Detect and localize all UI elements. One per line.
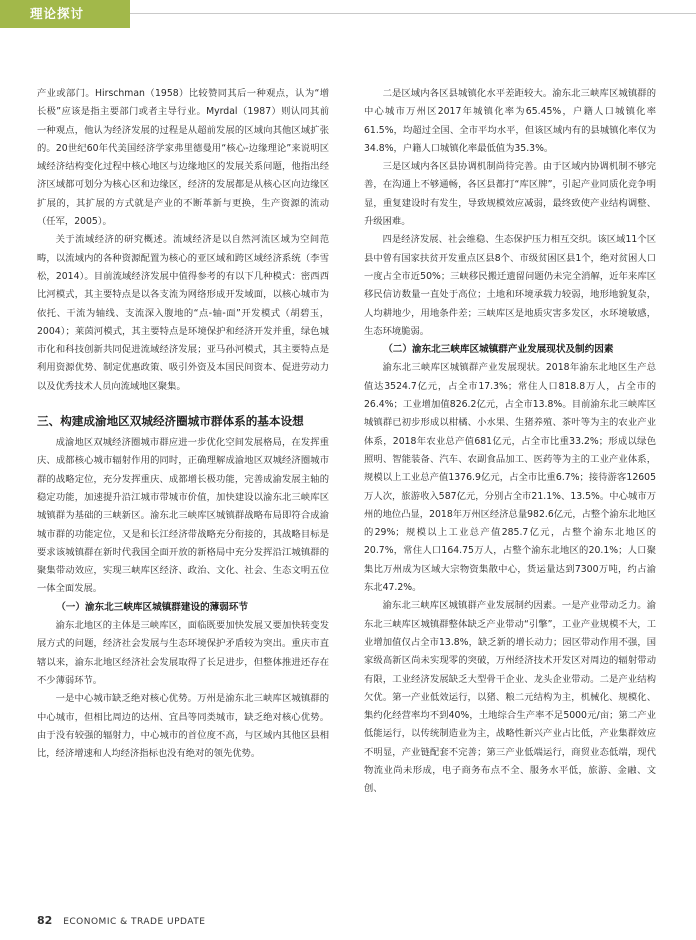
right-column — [364, 85, 656, 799]
body-paragraph: 产业或部门。Hirschman（1958）比较赞同其后一种观点，认为“增长极”应该是指主要部门或者主导行业。Myrdal（1987）则认同其前一种观点，他认为经济发展的过程是从超前发展的区域向其他区域扩张的。20世纪60年代美国经济学家弗里德曼用“核心-边缘理论”来说明区域经济结构变化过程中核心地区与边缘地区的发展关系问题，他指出经济区域都可划分为核心区和边缘区，经济的发展都是从核心区向边缘区扩展的，其扩展的方式就是产业的不断革新与更换，生产资源的流动（任军，2005）。 — [37, 88, 329, 228]
header-divider — [130, 13, 696, 14]
body-paragraph: 关于流域经济的研究概述。流域经济是以自然河流区域为空间范畴，以流域内的各种资源配置为核心的亚区域和跨区域经济系统（李雪松，2014）。目前流域经济发展中值得参考的有以下几种模式：密西西比河模式，其主要特点是以各支流为网络形成开发域面，以核心城市为依托、干流为轴线、支流深入腹地的“点-轴-面”开发模式（胡碧玉，2004）；莱茵河模式，其主要特点是环境保护和经济开发并重，绿色城市化和科技创新共同促进流域经济发展；亚马孙河模式，其主要特点是利用资源优势、制定优惠政策、吸引外资及本国民间资本、促进劳动力以及优秀技术人员向流域地区聚集。 — [37, 234, 329, 392]
body-paragraph: 渝东北地区的主体是三峡库区，面临既要加快发展又要加快转变发展方式的问题，经济社会发展与生态环境保护矛盾较为突出。重庆市直辖以来，渝东北地区经济社会发展取得了长足进步，但整体推进还存在不少薄弱环节。 — [37, 620, 329, 686]
left-column — [37, 85, 329, 763]
section-tag-label: 理论探讨 — [30, 6, 85, 21]
body-paragraph: 三是区域内各区县协调机制尚待完善。由于区域内协调机制不够完善，在沟通上不够通畅，各区县都打“库区牌”，引起产业同质化竞争明显，重复建设时有发生，导致规模效应减弱，最终致使产业结构调整、升级困难。 — [364, 161, 656, 228]
page-number: 82 — [37, 914, 53, 927]
body-paragraph: 渝东北三峡库区城镇群产业发展制约因素。一是产业带动乏力。渝东北三峡库区城镇群整体缺乏产业带动“引擎”，工业产业规模不大，工业增加值仅占全市13.8%，缺乏新的增长动力；园区带动作用不强，国家级高新区尚未实现零的突破，万州经济技术开发区对周边的辐射带动有限，工业经济发展缺乏大型骨干企业、龙头企业带动。二是产业结构欠优。第一产业低效运行，以猪、粮二元结构为主，机械化、规模化、集约化经营率均不到40%，土地综合生产率不足5000元/亩；第二产业低能运行，以传统制造业为主，战略性新兴产业占比低，产业集群效应不明显，产业链配套不完善；第三产业低端运行，商贸业态低端，现代物流业尚未形成，电子商务布点不全、服务水平低，旅游、金融、文创、 — [364, 600, 656, 795]
body-paragraph: 渝东北三峡库区城镇群产业发展现状。2018年渝东北地区生产总值达3524.7亿元，占全市17.3%；常住人口818.8万人，占全市的26.4%；工业增加值826.2亿元，占全市13.8%。目前渝东北三峡库区城镇群已初步形成以柑橘、小水果、生猪养殖、茶叶等为主的农业产业体系，2018年农业总产值681亿元，占全市比重33.2%；形成以绿色照明、智能装备、汽车、农副食品加工、医药等为主的工业产业体系，规模以上工业总产值1376.9亿元，占全市比重6.7%；接待游客12605万人次，旅游收入587亿元，分别占全市21.1%、13.5%。中心城市万州的地位凸显，2018年万州区经济总量982.6亿元，占整个渝东北地区的29%；规模以上工业总产值285.7亿元，占整个渝东北地区的20.7%，常住人口164.75万人，占整个渝东北地区的20.1%；人口聚集比万州成为区域大宗物资集散中心，货运量达到7300万吨，约占渝东北47.2%。 — [364, 362, 656, 594]
section-tag — [0, 0, 130, 28]
journal-name: ECONOMIC & TRADE UPDATE — [63, 917, 206, 927]
body-paragraph: 成渝地区双城经济圈城市群应进一步优化空间发展格局，在发挥重庆、成都核心城市辐射作用的同时，正确理解成渝地区双城经济圈城市群的战略定位，充分发挥重庆、成都增长极功能，完善成渝发展主轴的稳定功能，加速提升沿江城市带城市价值，加快建设以渝东北三峡库区城镇群为基础的三峡新区。渝东北三峡库区城镇群战略布局即符合成渝城市群的功能定位，又是和长江经济带战略充分衔接的，其战略目标是要求该城镇群在新时代我国全面开放的新格局中充分发挥沿江城镇群的聚集带动效应，实现三峡库区经济、政治、文化、社会、生态文明五位一体全面发展。 — [37, 437, 329, 595]
subsection-heading: （二）渝东北三峡库区城镇群产业发展现状及制约因素 — [383, 344, 614, 356]
page-footer — [37, 914, 205, 927]
body-paragraph: 二是区域内各区县城镇化水平差距较大。渝东北三峡库区城镇群的中心城市万州区2017年城镇化率为65.45%，户籍人口城镇化率61.5%，均超过全国、全市平均水平，但该区域内有的县城镇化率仅为34.8%，户籍人口城镇化率最低值为35.3%。 — [364, 88, 656, 154]
section-heading: 三、构建成渝地区双城经济圈城市群体系的基本设想 — [37, 414, 304, 429]
body-paragraph: 四是经济发展、社会维稳、生态保护压力相互交织。该区域11个区县中曾有国家扶贫开发重点区县8个、市级贫困区县1个，绝对贫困人口一度占全市近50%；三峡移民搬迁遗留问题仍未完全消解，近年来库区移民信访数量一直处于高位；土地和环境承载力较弱，地形地貌复杂，人均耕地少，用地条件差；三峡库区是地质灾害多发区，水环境敏感，生态环境脆弱。 — [364, 234, 656, 337]
body-paragraph: 一是中心城市缺乏绝对核心优势。万州是渝东北三峡库区城镇群的中心城市，但相比周边的达州、宜昌等同类城市，缺乏绝对核心优势。由于没有较强的辐射力，中心城市的首位度不高，与区域内其他区县相比，经济增速和人均经济指标也没有绝对的领先优势。 — [37, 693, 329, 760]
subsection-heading: （一）渝东北三峡库区城镇群建设的薄弱环节 — [56, 601, 249, 613]
